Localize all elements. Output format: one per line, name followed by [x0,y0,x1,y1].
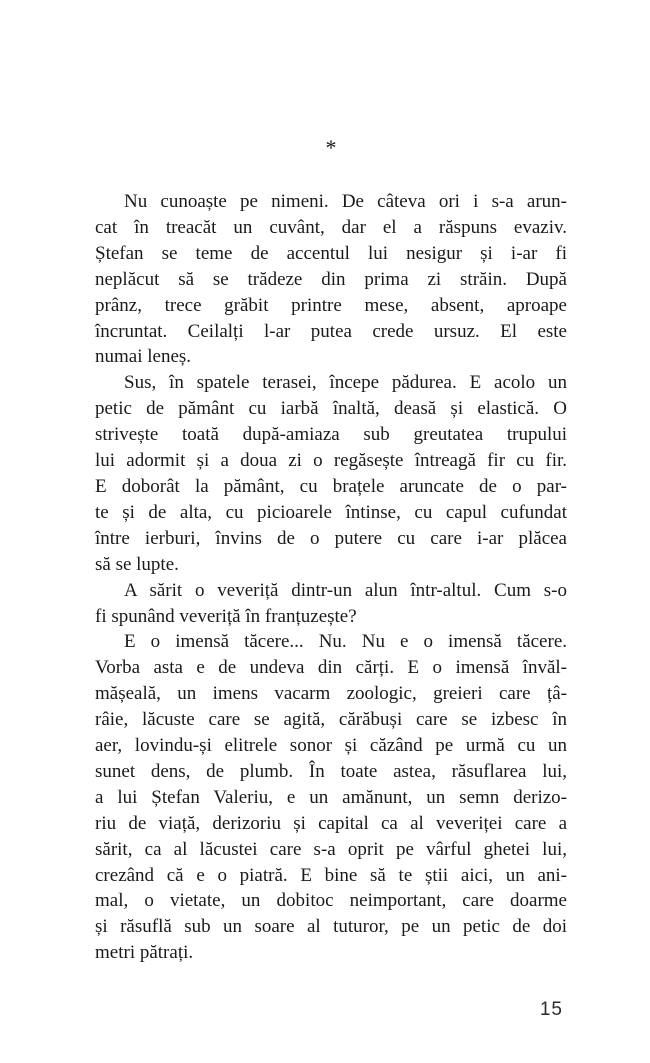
body-text [95,189,567,966]
text-line: Nu cunoaște pe nimeni. De câteva ori i s-a arun- [124,191,567,212]
text-line: să se lupte. [95,553,179,575]
page-number: 15 [539,999,563,1020]
text-line: mășeală, un imens vacarm zoologic, greieri care țâ- [95,683,567,705]
text-line: între ierburi, învins de o putere cu care i-ar plăcea [95,527,567,549]
text-line: neplăcut să se trădeze din prima zi străin. După [95,268,567,290]
text-line: încruntat. Ceilalți l-ar putea crede ursuz. El este [95,320,567,342]
text-line: Sus, în spatele terasei, începe pădurea. E acolo un [124,372,567,394]
section-divider-asterisk: * [325,135,337,160]
text-line: cat în treacăt un cuvânt, dar el a răspuns evaziv. [95,216,567,238]
text-line: E o imensă tăcere... Nu. Nu e o imensă tăcere. [124,631,567,653]
text-line: fi spunând veveriță în franțuzește? [95,605,357,627]
text-line: E doborât la pământ, cu brațele aruncate de o par- [95,475,567,497]
paragraph [95,578,567,630]
text-line: strivește toată după-amiaza sub greutatea trupului [95,424,567,446]
text-line: râie, lăcuste care se agită, cărăbuși care se izbesc în [95,709,567,731]
text-line: aer, lovindu-și elitrele sonor și căzând pe urmă cu un [95,735,567,757]
text-line: riu de viață, derizoriu și capital ca al veveriței care a [95,812,567,834]
text-line: petic de pământ cu iarbă înaltă, deasă și elastică. O [95,398,567,420]
text-line: te și de alta, cu picioarele întinse, cu capul cufundat [95,501,567,523]
text-line: metri pătrați. [95,942,194,964]
text-line: Vorba asta e de undeva din cărți. E o imensă învăl- [95,657,567,679]
text-line: Ștefan se teme de accentul lui nesigur și i-ar fi [95,242,567,264]
paragraph [95,189,567,370]
text-line: mal, o vietate, un dobitoc neimportant, care doarme [95,890,567,912]
text-line: prânz, trece grăbit printre mese, absent, aproape [95,294,567,316]
text-line: sărit, ca al lăcustei care s-a oprit pe vârful ghetei lui, [95,838,567,860]
text-line: numai leneș. [95,346,192,368]
paragraph [95,370,567,577]
text-line: a lui Ștefan Valeriu, e un amănunt, un semn derizo- [95,786,567,808]
paragraph [95,629,567,966]
text-line: crezând că e o piatră. E bine să te știi aici, un ani- [95,864,567,886]
text-line: și răsuflă sub un soare al tuturor, pe un petic de doi [95,916,567,938]
text-line: A sărit o veveriță dintr-un alun într-altul. Cum s-o [124,579,567,601]
text-line: sunet dens, de plumb. În toate astea, răsuflarea lui, [95,760,567,782]
text-line: lui adormit și a doua zi o regăsește întreagă fir cu fir. [95,450,567,472]
